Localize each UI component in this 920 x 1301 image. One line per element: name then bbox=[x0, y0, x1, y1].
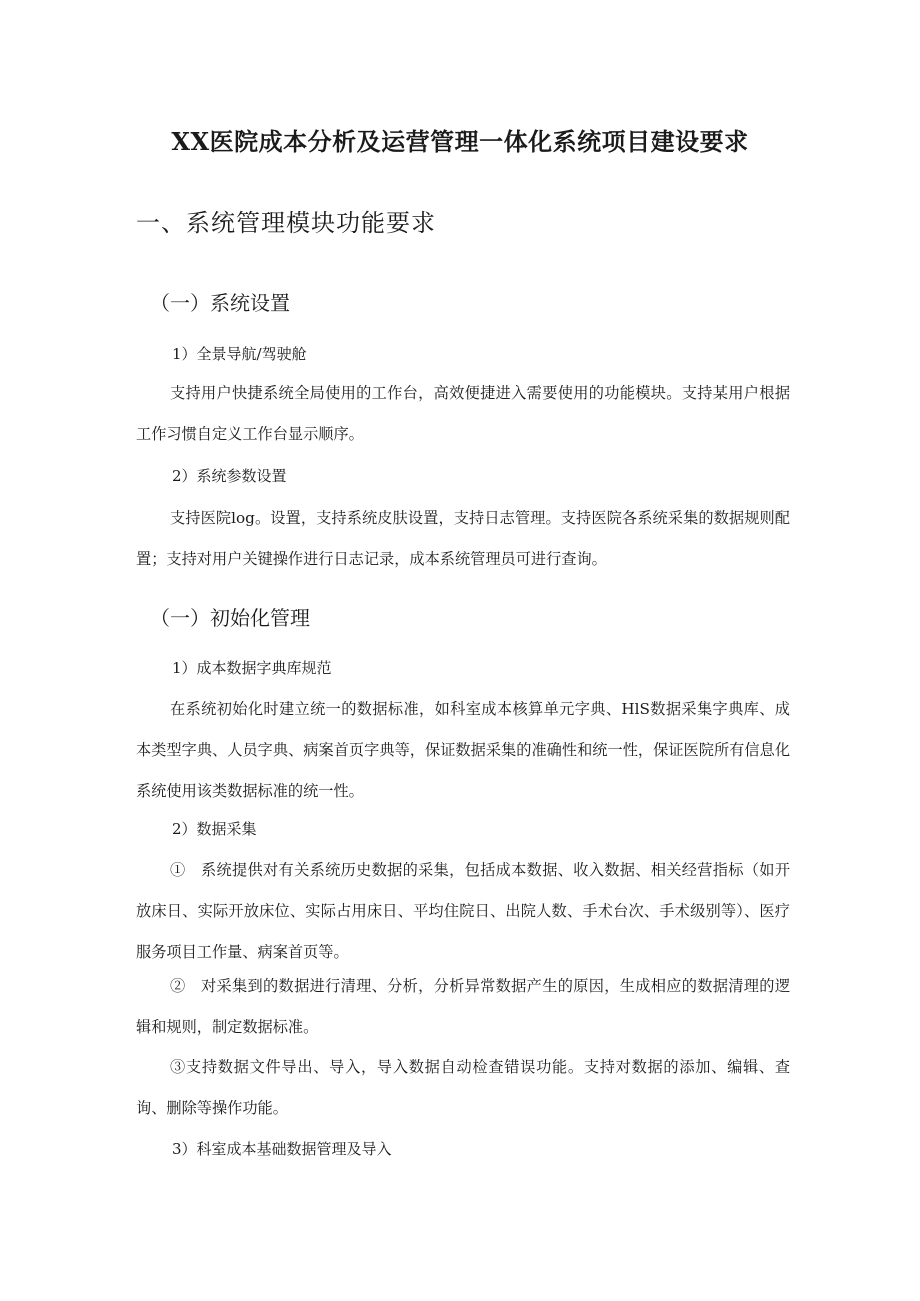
document-title: XX医院成本分析及运营管理一体化系统项目建设要求 bbox=[171, 127, 749, 156]
paragraph-panoramic-navigation: 支持用户快捷系统全局使用的工作台，高效便捷进入需要使用的功能模块。支持某用户根据工作习惯自定义工作台显示顺序。 bbox=[136, 384, 790, 443]
item-heading-panoramic-navigation: 1）全景导航/驾驶舱 bbox=[172, 345, 307, 363]
paragraph-data-dictionary: 在系统初始化时建立统一的数据标准，如科室成本核算单元字典、HlS数据采集字典库、成本类型字典、人员字典、病案首页字典等，保证数据采集的准确性和统一性，保证医院所有信息化系统使用该类数据标准的统一性。 bbox=[136, 700, 790, 800]
item-heading-department-cost-data: 3）科室成本基础数据管理及导入 bbox=[172, 1140, 392, 1158]
paragraph-data-collection-3: ③支持数据文件导出、导入，导入数据自动检查错误功能。支持对数据的添加、编辑、查询、删除等操作功能。 bbox=[136, 1058, 790, 1117]
subsection-heading-system-settings: （一）系统设置 bbox=[150, 291, 290, 315]
paragraph-data-collection-1: ① 系统提供对有关系统历史数据的采集，包括成本数据、收入数据、相关经营指标（如开放床日、实际开放床位、实际占用床日、平均住院日、出院人数、手术台次、手术级别等）、医疗服务项目工作量、病案首页等。 bbox=[136, 861, 790, 961]
item-heading-data-collection: 2）数据采集 bbox=[172, 820, 257, 838]
item-heading-data-dictionary: 1）成本数据字典库规范 bbox=[172, 659, 332, 677]
section-heading-system-management: 一、系统管理模块功能要求 bbox=[136, 209, 436, 237]
item-heading-system-parameters: 2）系统参数设置 bbox=[172, 467, 287, 485]
subsection-heading-initialization: （一）初始化管理 bbox=[150, 606, 310, 630]
paragraph-data-collection-2: ② 对采集到的数据进行清理、分析，分析异常数据产生的原因，生成相应的数据清理的逻辑和规则，制定数据标准。 bbox=[136, 977, 790, 1036]
paragraph-system-parameters: 支持医院log。设置，支持系统皮肤设置，支持日志管理。支持医院各系统采集的数据规则配置；支持对用户关键操作进行日志记录，成本系统管理员可进行查询。 bbox=[136, 509, 790, 568]
